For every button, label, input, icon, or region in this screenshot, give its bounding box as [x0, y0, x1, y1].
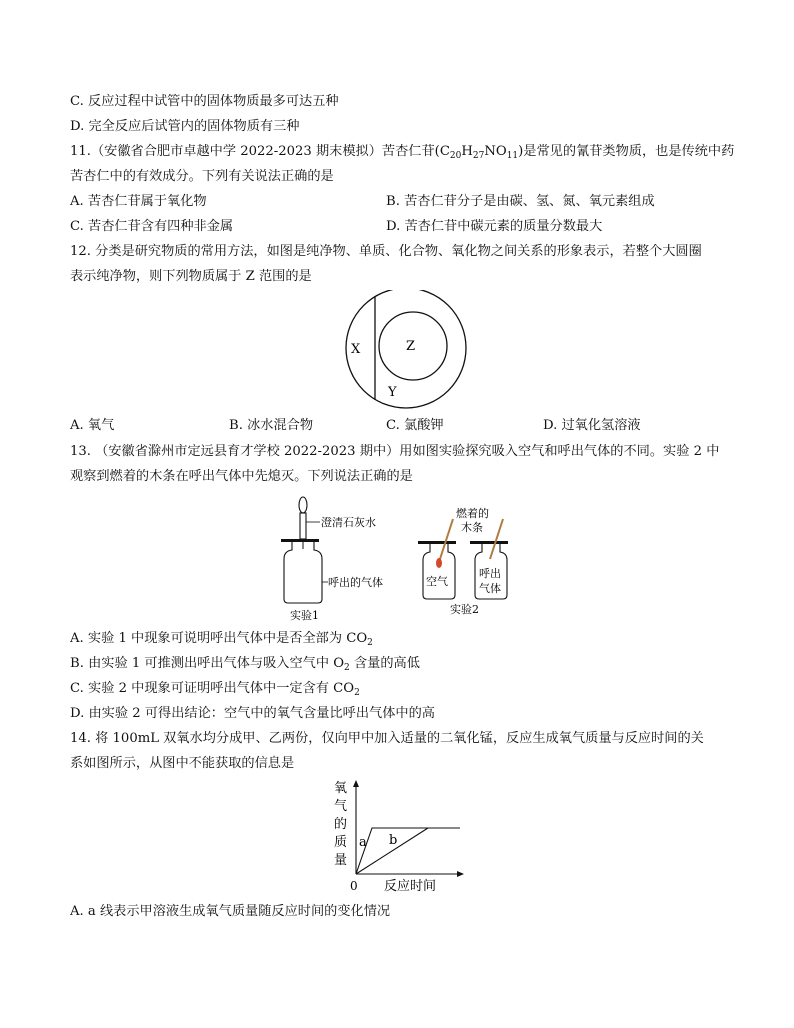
burning-stick-label-2: 木条: [461, 521, 483, 534]
y-axis-char: 的: [334, 817, 348, 832]
flame-icon: [436, 558, 442, 568]
experiment-1-label: 实验1: [290, 609, 319, 622]
experiment-1: [281, 497, 383, 622]
limewater-label: 澄清石灰水: [321, 516, 376, 529]
q14-stem-line2: 系如图所示，从图中不能获取的信息是: [70, 756, 295, 771]
q12-option-c: C. 氯酸钾: [386, 418, 444, 433]
y-axis-char: 量: [334, 853, 348, 868]
exhaled-gas-label-1: 呼出的气体: [328, 576, 383, 589]
exhaled-label-1: 呼出: [479, 567, 501, 580]
q14-option-a: A. a 线表示甲溶液生成氧气质量随反应时间的变化情况: [70, 904, 391, 919]
q11-option-c: C. 苦杏仁苷含有四种非金属: [70, 219, 234, 234]
y-axis-label: [334, 781, 347, 868]
q11-option-d: D. 苦杏仁苷中碳元素的质量分数最大: [386, 219, 603, 234]
y-axis-char: 质: [334, 835, 348, 850]
q11-option-b: B. 苦杏仁苷分子是由碳、氢、氮、氧元素组成: [386, 194, 655, 209]
y-axis-arrow: [353, 780, 359, 787]
q11-stem-line1: 11.（安徽省合肥市卓越中学 2022-2023 期末模拟）苦杏仁苷$(C_{20}H_{27}NO_{11})$是常见的氰苷类物质，也是传统中药: [70, 144, 735, 161]
glass-plate-2b: [470, 541, 508, 544]
q13-experiment-diagram: [270, 495, 530, 625]
q10-option-c: C. 反应过程中试管中的固体物质最多可达五种: [70, 94, 339, 109]
label-y: Y: [388, 385, 397, 400]
q12-option-a: A. 氧气: [70, 418, 115, 433]
x-axis-arrow: [457, 871, 464, 877]
experiment-2-label: 实验2: [450, 603, 479, 616]
bottle-1: [284, 542, 322, 603]
line-a-label: a: [359, 835, 367, 850]
q11-option-a: A. 苦杏仁苷属于氧化物: [70, 194, 207, 209]
q13-option-b: B. 由实验 1 可推测出呼出气体与吸入空气中 $O_2$ 含量的高低: [70, 656, 420, 673]
dropper-tube: [300, 513, 306, 539]
wooden-stick-2: [490, 519, 503, 559]
x-axis-label: 反应时间: [384, 879, 437, 894]
exhaled-label-2: 气体: [479, 582, 501, 595]
q13-stem-line1: 13. （安徽省滁州市定远县育才学校 2022-2023 期中）用如图实验探究吸入空气和呼出气体的不同。实验 2 中: [70, 444, 720, 459]
q12-option-d: D. 过氧化氢溶液: [543, 418, 641, 433]
air-label: 空气: [426, 575, 448, 588]
y-axis-char: 气: [334, 799, 348, 814]
q13-option-a: A. 实验 1 中现象可说明呼出气体中是否全部为 $CO_2$: [70, 631, 373, 648]
q12-stem-line2: 表示纯净物，则下列物质属于 Z 范围的是: [70, 269, 312, 284]
q14-stem-line1: 14. 将 100mL 双氧水均分成甲、乙两份，仅向甲中加入适量的二氧化锰，反应生成氧气质量与反应时间的关: [70, 731, 704, 746]
q10-option-d: D. 完全反应后试管内的固体物质有三种: [70, 119, 300, 134]
burning-stick-label-1: 燃着的: [456, 507, 489, 520]
dropper-bulb: [299, 497, 307, 513]
label-x: X: [351, 342, 361, 357]
line-a: [356, 828, 460, 874]
origin-label: 0: [350, 879, 358, 893]
q12-classification-diagram: [330, 290, 480, 410]
glass-plate-1: [281, 539, 319, 542]
q13-option-d: D. 由实验 2 可得出结论：空气中的氧气含量比呼出气体中的高: [70, 706, 435, 721]
q13-stem-line2: 观察到燃着的木条在呼出气体中先熄灭。下列说法正确的是: [70, 469, 413, 484]
q12-option-b: B. 冰水混合物: [229, 418, 314, 433]
glass-plate-2a: [418, 541, 456, 544]
experiment-2: [418, 506, 508, 616]
line-b-label: b: [389, 833, 398, 848]
y-axis-char: 氧: [334, 781, 348, 796]
q11-stem-line2: 苦杏仁中的有效成分。下列有关说法正确的是: [70, 169, 334, 184]
q12-stem-line1: 12. 分类是研究物质的常用方法，如图是纯净物、单质、化合物、氧化物之间关系的形象表示，若整个大圆圈: [70, 244, 702, 259]
q13-option-c: C. 实验 2 中现象可证明呼出气体中一定含有 $CO_2$: [70, 681, 360, 698]
q14-oxygen-mass-chart: [328, 778, 468, 896]
label-z: Z: [406, 339, 416, 354]
bottle-air: [423, 544, 455, 599]
